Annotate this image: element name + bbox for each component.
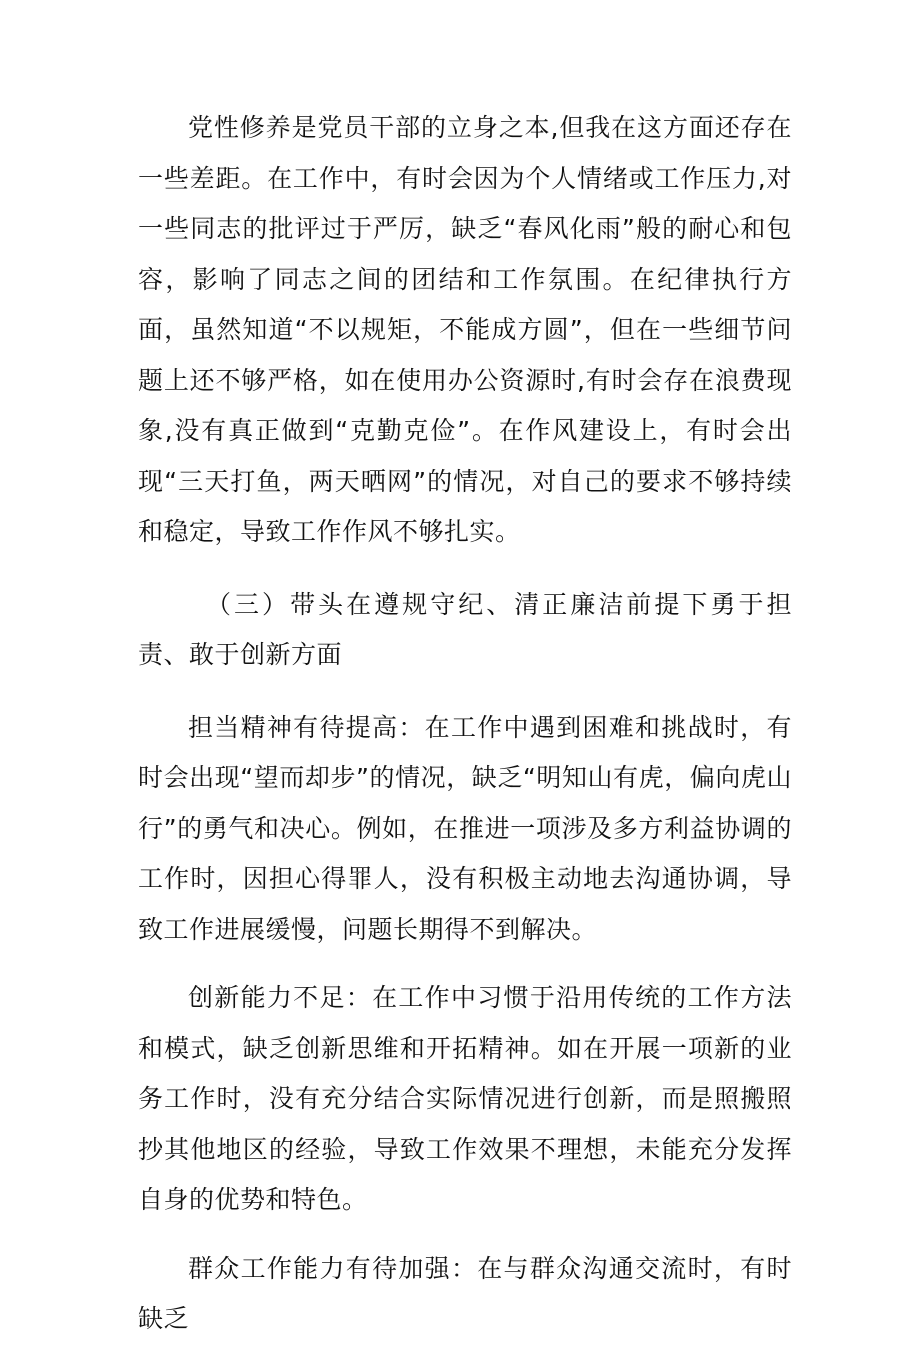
paragraph-innovation: 创新能力不足：在工作中习惯于沿用传统的工作方法和模式，缺乏创新思维和开拓精神。如在开展一项新的业务工作时，没有充分结合实际情况进行创新，而是照搬照抄其他地区的经验，导致工作效果不理想，未能充分发挥自身的优势和特色。 <box>138 983 792 1214</box>
paragraph-mass-work: 群众工作能力有待加强：在与群众沟通交流时，有时缺乏 <box>138 1253 792 1333</box>
paragraph-responsibility: 担当精神有待提高：在工作中遇到困难和挑战时，有时会出现“望而却步”的情况，缺乏“明知山有虎，偏向虎山行”的勇气和决心。例如，在推进一项涉及多方利益协调的工作时，因担心得罪人，没有积极主动地去沟通协调，导致工作进展缓慢，问题长期得不到解决。 <box>138 712 792 944</box>
paragraph-party-discipline: 党性修养是党员干部的立身之本,但我在这方面还存在一些差距。在工作中，有时会因为个人情绪或工作压力,对一些同志的批评过于严厉，缺乏“春风化雨”般的耐心和包容，影响了同志之间的团结和工作氛围。在纪律执行方面，虽然知道“不以规矩，不能成方圆”，但在一些细节问题上还不够严格，如在使用办公资源时,有时会存在浪费现象,没有真正做到“克勤克俭”。在作风建设上，有时会出现“三天打鱼，两天晒网”的情况，对自己的要求不够持续和稳定，导致工作作风不够扎实。 <box>138 113 792 546</box>
section-heading-three: （三）带头在遵规守纪、清正廉洁前提下勇于担责、敢于创新方面 <box>138 589 792 669</box>
